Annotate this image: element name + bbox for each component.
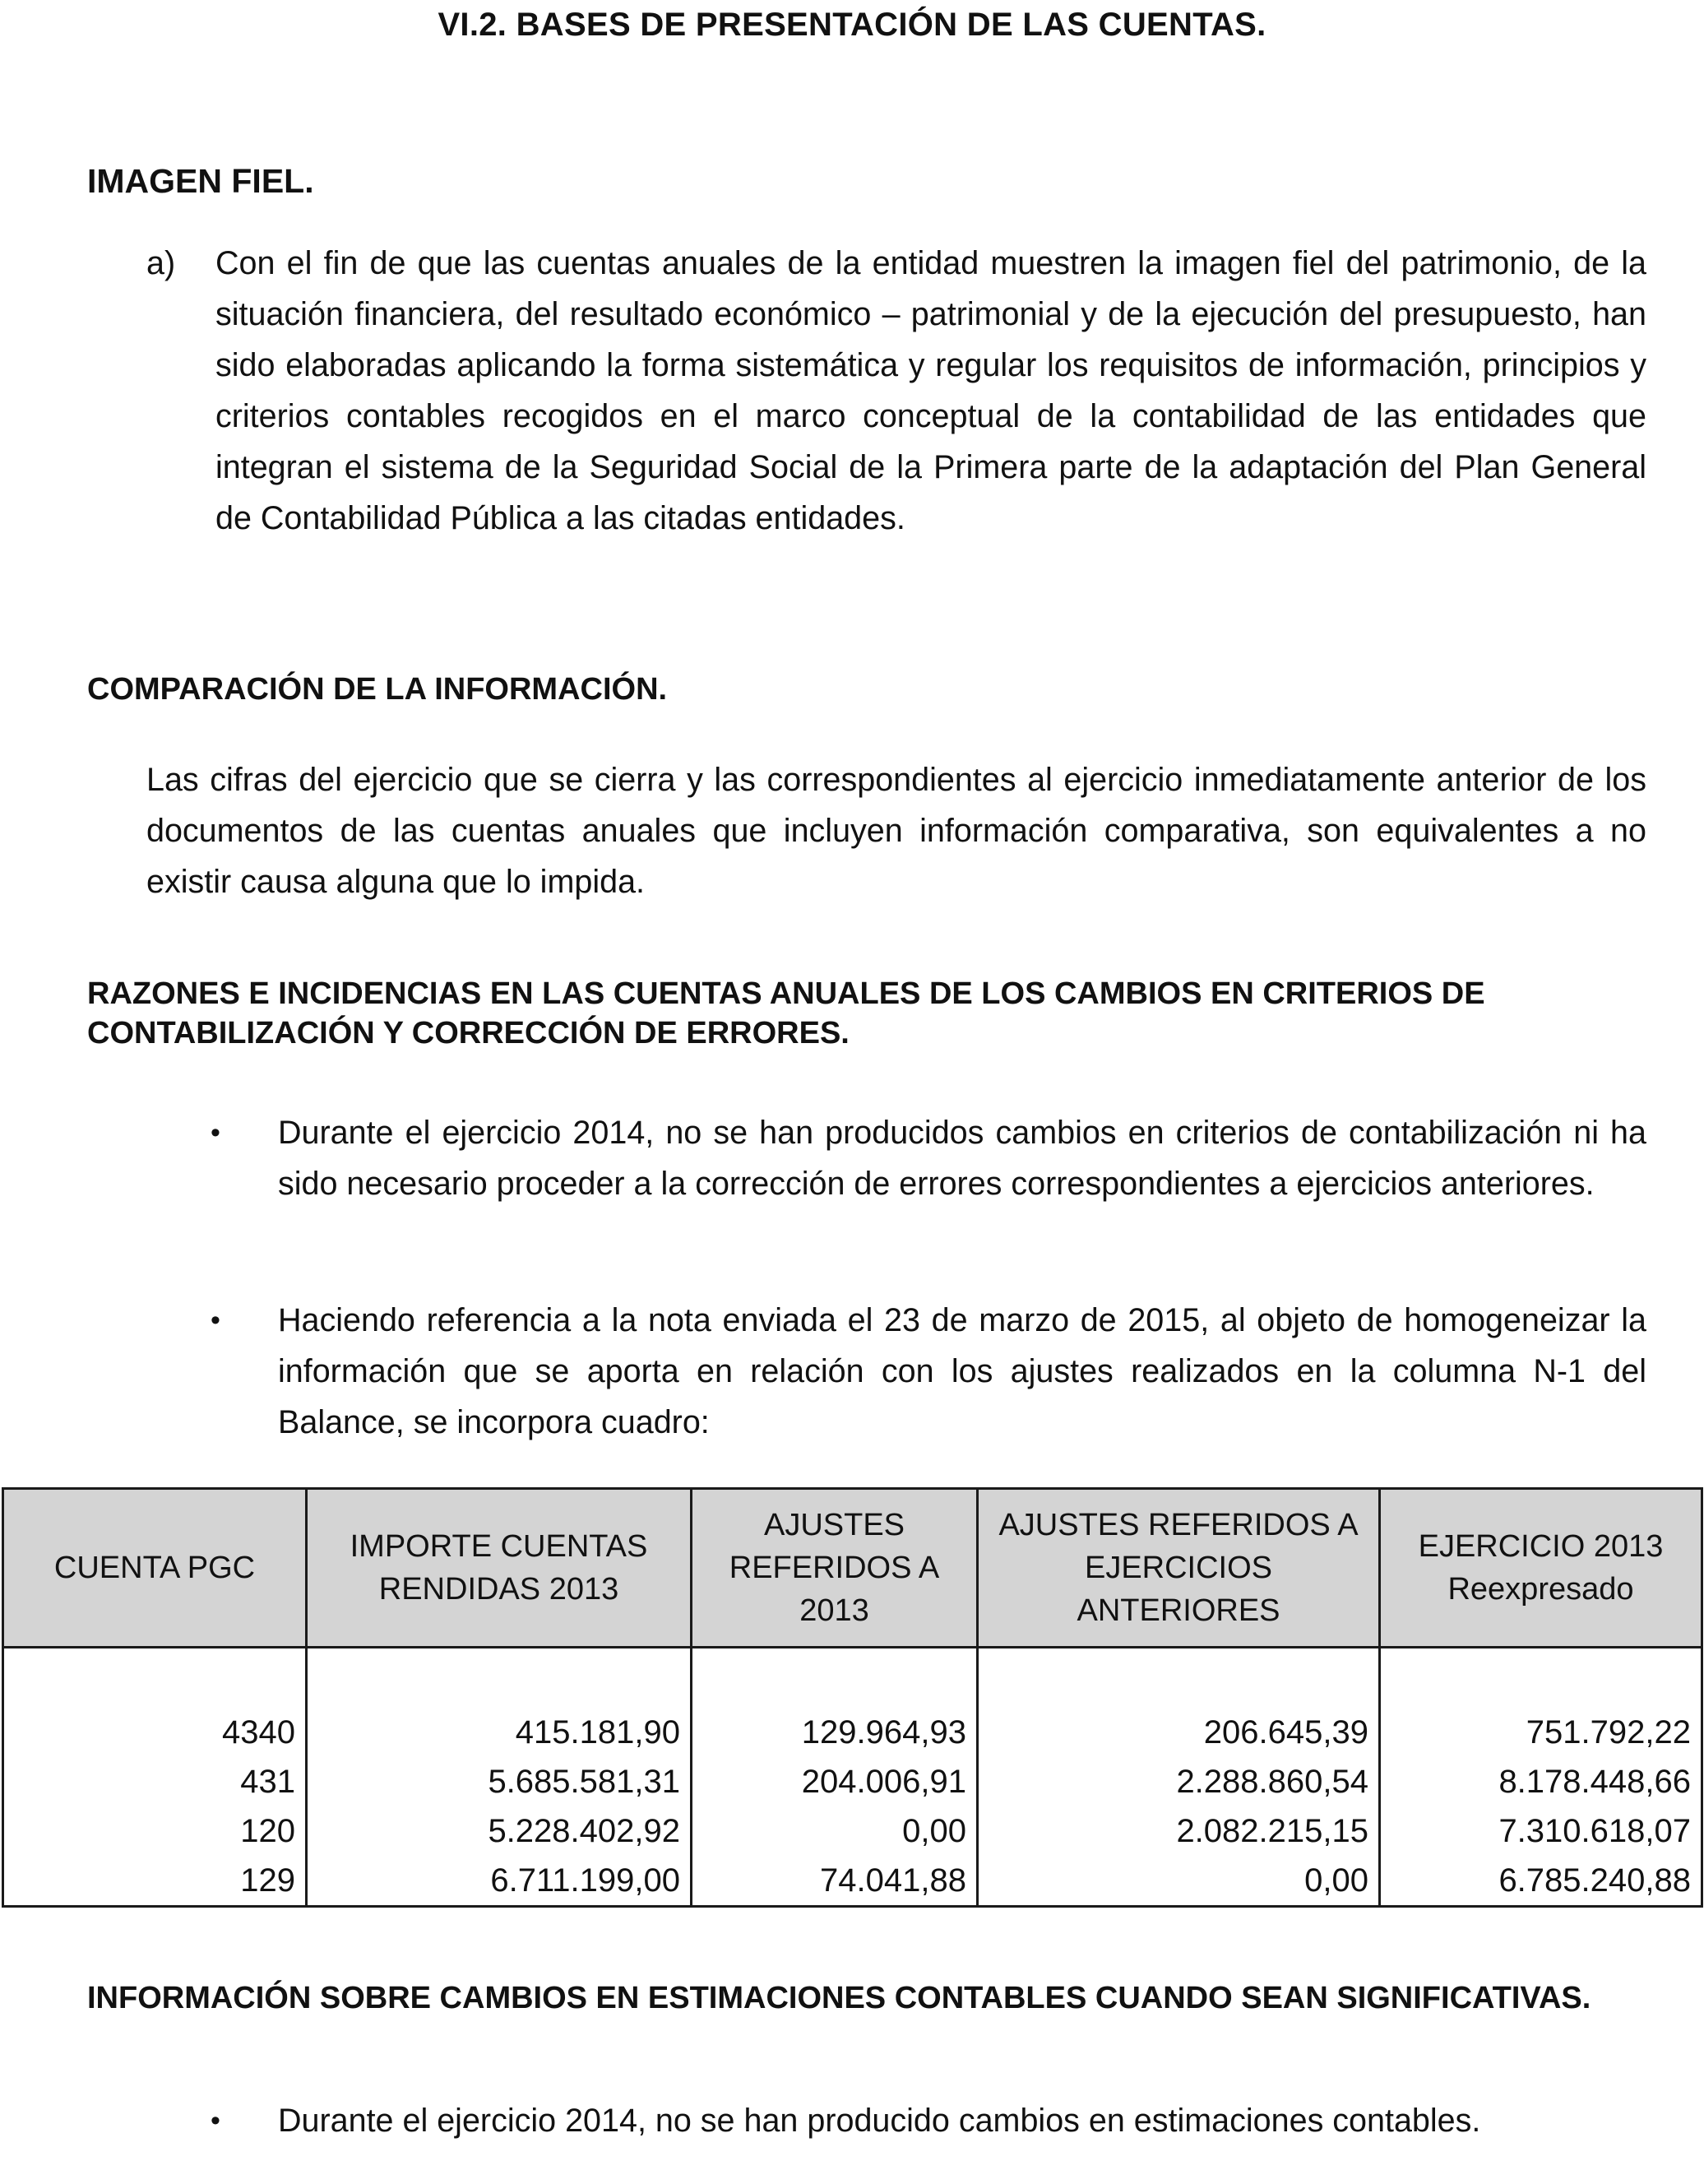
table-row: [3, 1856, 1702, 1907]
imagen-fiel-paragraph: Con el fin de que las cuentas anuales de la entidad muestren la imagen fiel del patrimonio, de la situación financiera, del resultado económico – patrimonial y de la ejecución del presupuesto, han sido elaboradas aplicando la forma sistemática y regular los requisitos de información, principios y criterios contables recogidos en el marco conceptual de la contabilidad de las entidades que integran el sistema de la Seguridad Social de la Primera parte de la adaptación del Plan General de Contabilidad Pública a las citadas entidades.: [215, 245, 1646, 536]
informacion-bullet-1: Durante el ejercicio 2014, no se han producido cambios en estimaciones contables.: [278, 2103, 1481, 2139]
column-header-ajustes-anteriores: AJUSTES REFERIDOS A EJERCICIOS ANTERIORES: [978, 1489, 1380, 1648]
cell-importe: 5.685.581,31: [307, 1757, 692, 1806]
cell-cuenta: 431: [3, 1757, 307, 1806]
adjustments-table: [2, 1487, 1703, 1908]
cell-ajustes-2013: 129.964,93: [692, 1708, 978, 1757]
comparacion-paragraph: Las cifras del ejercicio que se cierra y las correspondientes al ejercicio inmediatamente anterior de los documentos de las cuentas anuales que incluyen información comparativa, son equivalentes a no existir causa alguna que lo impida.: [146, 762, 1646, 900]
bullet-marker: •: [211, 1117, 220, 1148]
cell-cuenta: 120: [3, 1806, 307, 1856]
razones-bullet-2: Haciendo referencia a la nota enviada el 23 de marzo de 2015, al objeto de homogeneizar la información que se aporta en relación con los ajustes realizados en la columna N-1 del Balance, se incorpora cuadro:: [278, 1302, 1646, 1440]
table-row: [3, 1708, 1702, 1757]
adjustments-table-wrapper: [2, 1487, 1702, 1908]
cell-ajustes-2013: 204.006,91: [692, 1757, 978, 1806]
page-title: VI.2. BASES DE PRESENTACIÓN DE LAS CUENTAS.: [438, 7, 1266, 43]
cell-ajustes-anteriores: 2.288.860,54: [978, 1757, 1380, 1806]
bullet-marker: •: [211, 1305, 220, 1336]
cell-cuenta: 129: [3, 1856, 307, 1907]
heading-razones: RAZONES E INCIDENCIAS EN LAS CUENTAS ANUALES DE LOS CAMBIOS EN CRITERIOS DE CONTABILIZACIÓN Y CORRECCIÓN DE ERRORES.: [87, 976, 1485, 1050]
heading-imagen-fiel: IMAGEN FIEL.: [87, 162, 314, 200]
table-spacer-row: [3, 1648, 1702, 1709]
cell-ajustes-anteriores: 206.645,39: [978, 1708, 1380, 1757]
list-label-a: a): [146, 245, 176, 281]
cell-ajustes-2013: 0,00: [692, 1806, 978, 1856]
table-header-row: [3, 1489, 1702, 1648]
column-header-ajustes-2013: AJUSTES REFERIDOS A 2013: [692, 1489, 978, 1648]
heading-comparacion: COMPARACIÓN DE LA INFORMACIÓN.: [87, 672, 668, 707]
cell-reexpresado: 751.792,22: [1380, 1708, 1702, 1757]
cell-cuenta: 4340: [3, 1708, 307, 1757]
cell-importe: 415.181,90: [307, 1708, 692, 1757]
cell-importe: 5.228.402,92: [307, 1806, 692, 1856]
cell-reexpresado: 7.310.618,07: [1380, 1806, 1702, 1856]
bullet-marker: •: [211, 2105, 220, 2136]
cell-ajustes-anteriores: 0,00: [978, 1856, 1380, 1907]
cell-reexpresado: 8.178.448,66: [1380, 1757, 1702, 1806]
table-row: [3, 1806, 1702, 1856]
cell-ajustes-anteriores: 2.082.215,15: [978, 1806, 1380, 1856]
heading-informacion: INFORMACIÓN SOBRE CAMBIOS EN ESTIMACIONES CONTABLES CUANDO SEAN SIGNIFICATIVAS.: [87, 1981, 1591, 2015]
cell-reexpresado: 6.785.240,88: [1380, 1856, 1702, 1907]
cell-ajustes-2013: 74.041,88: [692, 1856, 978, 1907]
table-row: [3, 1757, 1702, 1806]
razones-bullet-1: Durante el ejercicio 2014, no se han producidos cambios en criterios de contabilización ni ha sido necesario proceder a la corrección de errores correspondientes a ejercicios anteriores.: [278, 1115, 1646, 1202]
column-header-ejercicio-reexpresado: EJERCICIO 2013 Reexpresado: [1380, 1489, 1702, 1648]
column-header-cuenta: CUENTA PGC: [3, 1489, 307, 1648]
cell-importe: 6.711.199,00: [307, 1856, 692, 1907]
column-header-importe: IMPORTE CUENTAS RENDIDAS 2013: [307, 1489, 692, 1648]
